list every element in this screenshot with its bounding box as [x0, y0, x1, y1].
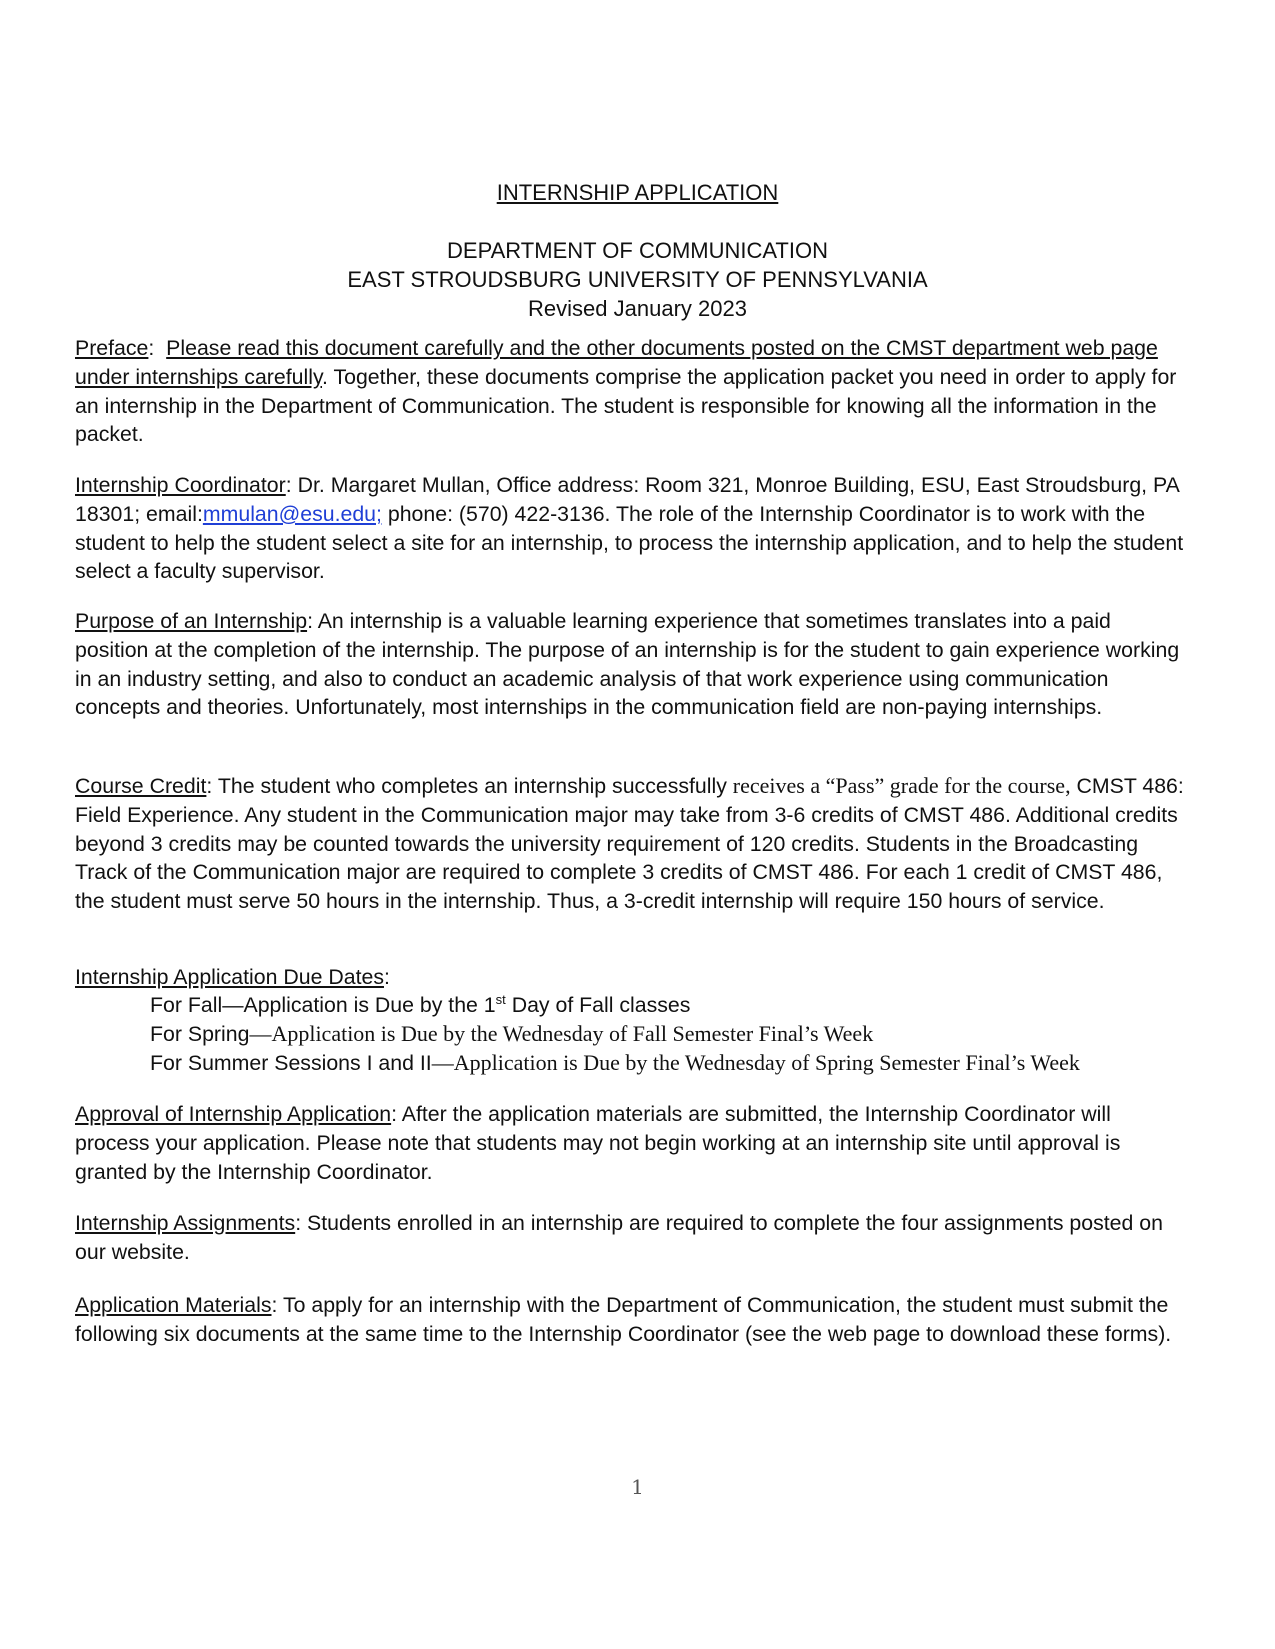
due-date-spring [150, 1020, 1210, 1049]
course-credit-body-serif: receives a “Pass” grade for the course, [732, 773, 1071, 798]
coordinator-section [75, 471, 1185, 586]
purpose-section [75, 607, 1185, 722]
due-dates-list [150, 991, 1210, 1077]
course-credit-body-part1: : The student who completes an internship successfully [206, 774, 733, 798]
approval-heading: Approval of Internship Application [75, 1102, 392, 1126]
course-credit-section [75, 772, 1185, 916]
department-name: DEPARTMENT OF COMMUNICATION [447, 238, 828, 263]
due-date-summer-prefix: For Summer Sessions I and II [150, 1050, 432, 1075]
due-date-spring-text: —Application is Due by the Wednesday of Fall Semester Final’s Week [249, 1020, 874, 1046]
university-name: EAST STROUDSBURG UNIVERSITY OF PENNSYLVANIA [347, 267, 928, 292]
due-date-summer [150, 1049, 1210, 1078]
due-date-spring-prefix: For Spring [150, 1021, 250, 1046]
assignments-body: : Students enrolled in an internship are required to complete the four assignments posted on our website. [75, 1211, 1163, 1264]
preface-section: Preface: Please read this document carefully and the other documents posted on the CMST department web page under internships carefully. Together, these documents comprise the application packet you need in order to apply for an internship in the Department of Communication. The student is responsible for knowing all the information in the packet. [75, 336, 1177, 447]
page-number: 1 [631, 1475, 644, 1499]
approval-section [75, 1100, 1185, 1186]
coordinator-body-before: : Dr. Margaret Mullan, Office address: Room 321, Monroe Building, ESU, East Stroudsburg, PA 18301; email: [75, 473, 1179, 526]
due-dates-section: Internship Application Due Dates: [75, 965, 390, 989]
revision-date: Revised January 2023 [528, 296, 747, 321]
materials-heading: Application Materials [75, 1293, 272, 1317]
purpose-heading: Purpose of an Internship [75, 609, 308, 633]
coordinator-email-link[interactable]: mmulan@esu.edu; [202, 501, 382, 526]
materials-body: : To apply for an internship with the Department of Communication, the student must submit the following six documents at the same time to the Internship Coordinator (see the web page to download these forms). [75, 1293, 1172, 1346]
document-title [0, 178, 1275, 207]
document-title-text: INTERNSHIP APPLICATION [496, 180, 779, 205]
preface-body: . Together, these documents comprise the application packet you need in order to apply for an internship in the Department of Communication. The student is responsible for knowing all the information in the packet. [75, 364, 1177, 447]
due-dates-heading: Internship Application Due Dates [75, 965, 384, 989]
materials-section [75, 1291, 1185, 1349]
document-header [0, 236, 1275, 323]
purpose-body: : An internship is a valuable learning experience that sometimes translates into a paid position at the completion of the internship. The purpose of an internship is for the student to gain experience working in an industry setting, and also to conduct an academic analysis of that work experience using communication concepts and theories. Unfortunately, most internships in the communication field are non-paying internships. [75, 609, 1180, 720]
due-date-summer-text: —Application is Due by the Wednesday of Spring Semester Final’s Week [431, 1049, 1080, 1075]
due-date-fall-text: —Application is Due by the 1 [222, 993, 496, 1017]
due-date-fall-prefix: For Fall [150, 993, 223, 1017]
due-date-fall-suffix: Day of Fall classes [505, 993, 691, 1017]
approval-body: : After the application materials are submitted, the Internship Coordinator will process your application. Please note that students may not begin working at an internship site until approval is granted by the Internship Coordinator. [75, 1102, 1121, 1184]
due-date-fall [150, 991, 1210, 1020]
assignments-heading: Internship Assignments [75, 1211, 296, 1235]
due-date-fall-sup: st [495, 991, 506, 1007]
preface-heading: Preface [75, 336, 149, 360]
coordinator-body-after: phone: (570) 422-3136. The role of the Internship Coordinator is to work with the student to help the student select a site for an internship, to process the internship application, and to help the student select a faculty supervisor. [75, 501, 1184, 584]
course-credit-body-part2: CMST 486: Field Experience. Any student in the Communication major may take from 3-6 credits of CMST 486. Additional credits beyond 3 credits may be counted towards the university requirement of 120 credits. Students in the Broadcasting Track of the Communication major are required to complete 3 credits of CMST 486. For each 1 credit of CMST 486, the student must serve 50 hours in the internship. Thus, a 3-credit internship will require 150 hours of service. [75, 774, 1184, 914]
course-credit-heading: Course Credit [75, 774, 207, 798]
assignments-section [75, 1209, 1185, 1267]
preface-emphasis: Please read this document carefully and the other documents posted on the CMST department web page under internships carefully [75, 336, 1158, 389]
coordinator-heading: Internship Coordinator [75, 473, 286, 497]
